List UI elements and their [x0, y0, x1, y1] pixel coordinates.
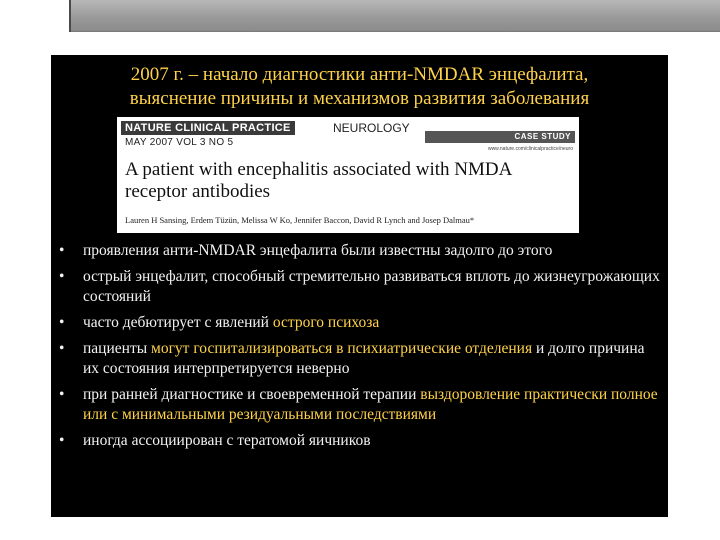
- paper-authors: Lauren H Sansing, Erdem Tüzün, Melissa W Ko, Jennifer Baccon, David R Lynch and Josep Dalmau*: [125, 215, 475, 225]
- bullet-item: [57, 385, 663, 425]
- top-bar-strip: [71, 0, 720, 32]
- bullet-item: [57, 431, 663, 451]
- slide-title-line-2: выяснение причины и механизмов развития заболевания: [129, 88, 590, 109]
- bullet-text: иногда ассоциирован с тератомой яичников: [83, 432, 371, 449]
- bullet-dot: •: [59, 314, 65, 331]
- top-bar: [0, 0, 720, 32]
- bullet-text: при ранней диагностике и своевременной терапии: [83, 386, 421, 403]
- bullet-text: острый энцефалит, способный стремительно развиваться вплоть до жизнеугрожающих состояний: [83, 268, 660, 305]
- bullet-dot: •: [59, 340, 65, 357]
- bullet-dot: •: [59, 242, 65, 259]
- slide-title: [51, 63, 668, 111]
- case-study-label: CASE STUDY: [425, 131, 575, 143]
- journal-issue: MAY 2007 VOL 3 NO 5: [125, 137, 234, 148]
- top-bar-left-panel: [0, 0, 69, 32]
- bullet-dot: •: [59, 268, 65, 285]
- bullet-highlight-text: могут госпитализироваться в психиатрические отделения: [151, 340, 533, 357]
- bullet-item: [57, 267, 663, 307]
- bullet-dot: •: [59, 386, 65, 403]
- journal-url: www.nature.com/clinicalpractice/neuro: [487, 146, 573, 152]
- slide-title-line-1: 2007 г. – начало диагностики анти-NMDAR энцефалита,: [130, 64, 589, 85]
- bullet-text: проявления анти-NMDAR энцефалита были известны задолго до этого: [83, 242, 553, 259]
- bullet-item: [57, 339, 663, 379]
- bullet-text: и долго причина их состояния интерпретируется неверно: [83, 340, 645, 377]
- journal-header-image: [117, 117, 579, 233]
- bullet-item: [57, 313, 663, 333]
- slide: [51, 55, 668, 517]
- bullet-list: [57, 241, 663, 457]
- bullet-dot: •: [59, 432, 65, 449]
- paper-title: A patient with encephalitis associated with NMDA receptor antibodies: [125, 159, 512, 202]
- bullet-highlight-text: острого психоза: [272, 314, 380, 331]
- bullet-text: часто дебютирует с явлений: [83, 314, 273, 331]
- journal-section: NEUROLOGY: [329, 121, 431, 135]
- bullet-text: пациенты: [83, 340, 152, 357]
- journal-brand: NATURE CLINICAL PRACTICE: [121, 121, 295, 135]
- bullet-highlight-text: выздоровление практически полное или с минимальными резидуальными последствиями: [83, 386, 658, 423]
- bullet-item: [57, 241, 663, 261]
